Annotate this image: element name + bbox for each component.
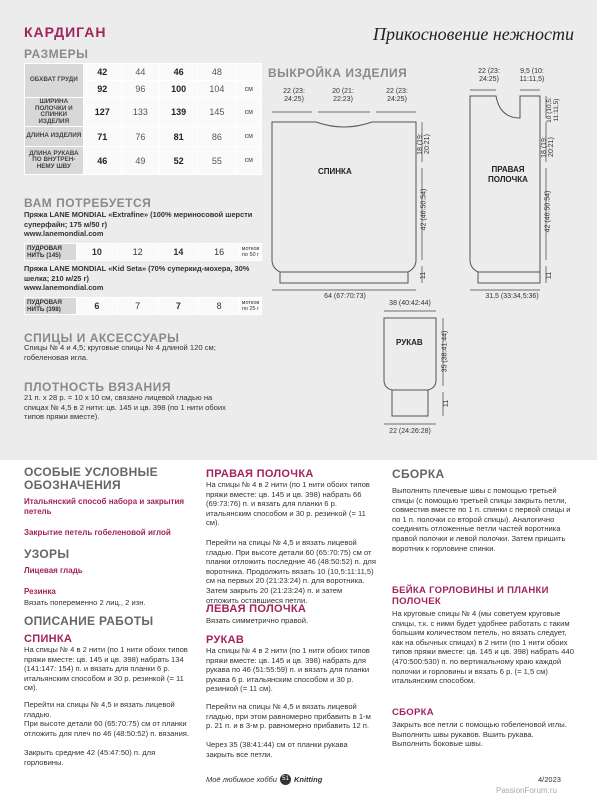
length-value: 71 xyxy=(83,127,121,147)
materials-heading: ВАМ ПОТРЕБУЕТСЯ xyxy=(24,196,152,210)
unit-cell: см xyxy=(236,98,262,127)
assembly-heading: СБОРКА xyxy=(392,467,445,481)
special-item-1: Итальянский способ набора и закрытия петель xyxy=(24,497,185,516)
table-row xyxy=(25,244,262,261)
sleeve-value: 52 xyxy=(160,147,198,175)
width-value: 133 xyxy=(121,98,159,127)
width-label: ШИРИНА ПОЛОЧКИ И СПИНКИ ИЗДЕЛИЯ xyxy=(25,98,84,127)
sleeve-length-label: ДЛИНА РУКАВА ПО ВНУТРЕН-НЕМУ ШВУ xyxy=(25,147,84,175)
dim-sleeve-top: 38 (40:42:44) xyxy=(389,300,431,307)
table-row xyxy=(25,147,262,175)
table-row xyxy=(25,298,262,315)
unit-cell xyxy=(236,64,262,81)
size-value: 48 xyxy=(198,64,236,81)
yarn2-value: 7 xyxy=(158,298,199,315)
dim-back-top-left: 22 (23: 24:25) xyxy=(283,88,305,103)
table-row xyxy=(25,98,262,127)
sleeve-value: 46 xyxy=(83,147,121,175)
yarn2-site: www.lanemondial.com xyxy=(24,283,104,292)
yarn1-value: 10 xyxy=(77,244,118,261)
table-row xyxy=(25,127,262,147)
dim-back-right-top: 18 (19: 20:21) xyxy=(417,133,431,155)
dim-front-right-main: 42 (46:50:54) xyxy=(544,190,552,233)
gauge-text: 21 п. х 28 р. = 10 х 10 см, связано лицевой гладью на спицах № 4,5 в 2 нити: цв. 145 и цв. 398 (по 1 нити обоих типов пряжи вместе). xyxy=(24,393,226,422)
yarn1-value: 16 xyxy=(199,244,240,261)
yarn2-description xyxy=(24,264,262,293)
table-row xyxy=(25,64,262,81)
bust-value: 96 xyxy=(121,81,159,98)
sleeve-label: РУКАВ xyxy=(396,338,423,347)
pattern-heading: ВЫКРОЙКА ИЗДЕЛИЯ xyxy=(268,66,408,80)
length-value: 81 xyxy=(160,127,198,147)
dim-front-top-left: 22 (23: 24:25) xyxy=(478,68,500,83)
back-outline xyxy=(272,122,416,283)
sleeve-p1: На спицы № 4 в 2 нити (по 1 нити обоих типов пряжи вместе: цв. 145 и цв. 398) набрать для рукава по 46 (51:55:59) п. и вязать для планки рукава 6 р. итальянским способом и 30 р. резинкой (= 11 см). xyxy=(206,646,370,694)
yarn1-description xyxy=(24,210,262,239)
pattern-diagram xyxy=(260,64,580,444)
length-label: ДЛИНА ИЗДЕЛИЯ xyxy=(25,127,84,147)
dim-back-top-mid: 20 (21: 22:23) xyxy=(332,88,354,103)
length-value: 86 xyxy=(198,127,236,147)
back-p4: Закрыть средние 42 (45:47:50) п. для горловины. xyxy=(24,748,156,767)
front-right-heading: ПРАВАЯ ПОЛОЧКА xyxy=(206,468,314,480)
yarn1-desc: «Extrafine» (100% мериносовой шерсти суперфайн; 175 м/50 г) xyxy=(24,210,253,229)
size-value: 44 xyxy=(121,64,159,81)
yarn2-value: 7 xyxy=(117,298,158,315)
front-label: ПРАВАЯ ПОЛОЧКА xyxy=(488,165,528,184)
needles-text: Спицы № 4 и 4,5; круговые спицы № 4 длиной 120 см; гобеленовая игла. xyxy=(24,343,216,362)
sleeve-heading: РУКАВ xyxy=(206,634,245,646)
unit-cell: см xyxy=(236,81,262,98)
yarn2-value: 8 xyxy=(199,298,240,315)
bust-value: 100 xyxy=(160,81,198,98)
back-p1: На спицы № 4 в 2 нити (по 1 нити обоих типов пряжи вместе: цв. 145 и цв. 398) набрать 134 (141:147: 154) п. и вязать для планки 6 р. итальянским способом и 30 р. резинкой (= 11 см). xyxy=(24,645,188,693)
footer-magazine: Моё любимое хобби xyxy=(206,775,277,784)
assembly2-heading: СБОРКА xyxy=(392,707,434,718)
dim-back-top-right: 22 (23: 24:25) xyxy=(386,88,408,103)
sleeve-outline xyxy=(384,318,436,416)
dim-back-right-bottom: 11 xyxy=(420,271,428,280)
model-name: Прикосновение нежности xyxy=(372,24,574,44)
sleeve-p2: Перейти на спицы № 4,5 и вязать лицевой гладью, при этом равномерно прибавить в 1-м р. 21 п. и в 3-м р. равномерно прибавить 12 п. xyxy=(206,702,371,731)
footer xyxy=(206,774,322,785)
yarn1-row-label: ПУДРОВАЯ НИТЬ (145) xyxy=(25,244,77,261)
size-value: 46 xyxy=(160,64,198,81)
back-p3: При высоте детали 60 (65:70:75) см от планки отложить для плеч по 46 (48:50:52) п. вязания. xyxy=(24,719,190,738)
bust-value: 104 xyxy=(198,81,236,98)
page-title: КАРДИГАН xyxy=(24,24,107,40)
bust-value: 92 xyxy=(83,81,121,98)
work-heading: ОПИСАНИЕ РАБОТЫ xyxy=(24,614,154,628)
front-outline xyxy=(470,96,540,283)
special-item-2: Закрытие петель гобеленовой иглой xyxy=(24,528,171,537)
dim-back-bottom: 64 (67:70:73) xyxy=(324,293,366,300)
sizes-heading: РАЗМЕРЫ xyxy=(24,47,89,61)
watermark: PassionForum.ru xyxy=(496,786,557,795)
yarn2-table xyxy=(24,297,262,315)
sleeve-value: 49 xyxy=(121,147,159,175)
needles-heading: СПИЦЫ И АКСЕССУАРЫ xyxy=(24,331,180,345)
dim-sleeve-bottom: 22 (24:26:28) xyxy=(389,428,431,435)
size-label: ОБХВАТ ГРУДИ xyxy=(25,64,84,98)
sizes-table xyxy=(24,63,262,175)
unit-cell: см xyxy=(236,147,262,175)
dim-front-top-right: 9,5 (10: 11:11,5) xyxy=(519,68,545,83)
stitch-1-name: Лицевая гладь xyxy=(24,566,83,575)
footer-page-number: 51 xyxy=(280,774,291,785)
yarn2-value: 6 xyxy=(77,298,118,315)
back-label: СПИНКА xyxy=(318,167,352,176)
sleeve-p3: Через 35 (38:41:44) см от планки рукава закрыть все петли. xyxy=(206,740,348,759)
neckband-p1: На круговые спицы № 4 (мы советуем круговые спицы, т.к. с ними будет удобнее работать с таким большим количеством петель, но вязать следует, как на обычных спицах) в 2 нити (по 1 нити обоих типов пряжи вместе: цв. 145 и цв. 398) набрать 440 (470:500:530) п. по вертикальному краю каждой полочки и горловины и вязать 6 р. (= 1,5 см) итальянским способом. xyxy=(392,609,574,686)
front-right-p1: На спицы № 4 в 2 нити (по 1 нити обоих типов пряжи вместе: цв. 145 и цв. 398) набрать 66 (69:73:76) п. и вязать для планки 6 р. итальянским способом и 30 р. резинкой (= 11 см). xyxy=(206,480,370,528)
yarn1-name: Пряжа LANE MONDIAL xyxy=(24,210,107,219)
yarn1-value: 12 xyxy=(117,244,158,261)
yarn1-unit: мотков по 50 г xyxy=(240,244,262,261)
back-heading: СПИНКА xyxy=(24,633,73,645)
unit-cell: см xyxy=(236,127,262,147)
yarn1-table xyxy=(24,243,262,261)
sleeve-value: 55 xyxy=(198,147,236,175)
yarn1-value: 14 xyxy=(158,244,199,261)
dim-sleeve-right-bottom: 11 xyxy=(443,399,451,408)
footer-section: Knitting xyxy=(293,775,323,784)
size-value: 42 xyxy=(83,64,121,81)
issue-number: 4/2023 xyxy=(538,775,561,784)
special-heading: ОСОБЫЕ УСЛОВНЫЕ ОБОЗНАЧЕНИЯ xyxy=(24,465,158,492)
width-value: 127 xyxy=(83,98,121,127)
dim-front-right-bottom: 11 xyxy=(546,271,554,280)
gauge-heading: ПЛОТНОСТЬ ВЯЗАНИЯ xyxy=(24,380,171,394)
dim-back-right-main: 42 (46:50:54) xyxy=(420,188,428,231)
width-value: 139 xyxy=(160,98,198,127)
stitch-2-text: Вязать попеременно 2 лиц., 2 изн. xyxy=(24,598,146,607)
dim-sleeve-right-main: 35 (38:41:44) xyxy=(441,330,449,373)
yarn2-desc: «Kid Seta» (70% суперкид-мохера, 30% шелка; 210 м/25 г) xyxy=(24,264,250,283)
length-value: 76 xyxy=(121,127,159,147)
yarn1-site: www.lanemondial.com xyxy=(24,229,104,238)
dim-front-right-top: 10 (10,5: 11:11,5) xyxy=(546,97,560,123)
yarn2-unit: мотков по 25 г xyxy=(240,298,262,315)
front-left-p1: Вязать симметрично правой. xyxy=(206,616,309,625)
dim-front-bottom: 31,5 (33:34,5:36) xyxy=(485,293,539,300)
assembly-p1: Выполнить плечевые швы с помощью третьей спицы (с помощью третьей спицы закрыть петли, совместив вместе по 1 п. спинки с первой спицы и по 1 п. полочки со второй спицы). Аналогично соединить отложенные петли частей воротника правой полочки и левой полочки. Затем пришить воротник к горловине спинки. xyxy=(392,486,571,553)
front-left-heading: ЛЕВАЯ ПОЛОЧКА xyxy=(206,603,307,615)
neckband-heading: БЕЙКА ГОРЛОВИНЫ И ПЛАНКИ ПОЛОЧЕК xyxy=(392,585,549,607)
dim-front-right-mid: 18 (19: 20:21) xyxy=(541,136,555,158)
yarn2-name: Пряжа LANE MONDIAL xyxy=(24,264,107,273)
front-right-p2: Перейти на спицы № 4,5 и вязать лицевой гладью. При высоте детали 60 (65:70:75) см от планки отложить последние 46 (48:50:52) п. для воротника. Продолжить вязать 10 (10,5:11:11,5) см на первых 20 (21:23:24) п. для воротника. Затем закрыть 20 (21:23:24) п. и затем отложить оставшиеся петли. xyxy=(206,538,376,605)
width-value: 145 xyxy=(198,98,236,127)
assembly2-p1: Закрыть все петли с помощью гобеленовой иглы. Выполнить швы рукавов. Вшить рукава. Выполнить боковые швы. xyxy=(392,720,567,749)
patterns-heading: УЗОРЫ xyxy=(24,547,70,561)
yarn2-row-label: ПУДРОВАЯ НИТЬ (398) xyxy=(25,298,77,315)
back-p2: Перейти на спицы № 4,5 и вязать лицевой гладью. xyxy=(24,700,175,719)
stitch-2-name: Резинка xyxy=(24,587,56,596)
